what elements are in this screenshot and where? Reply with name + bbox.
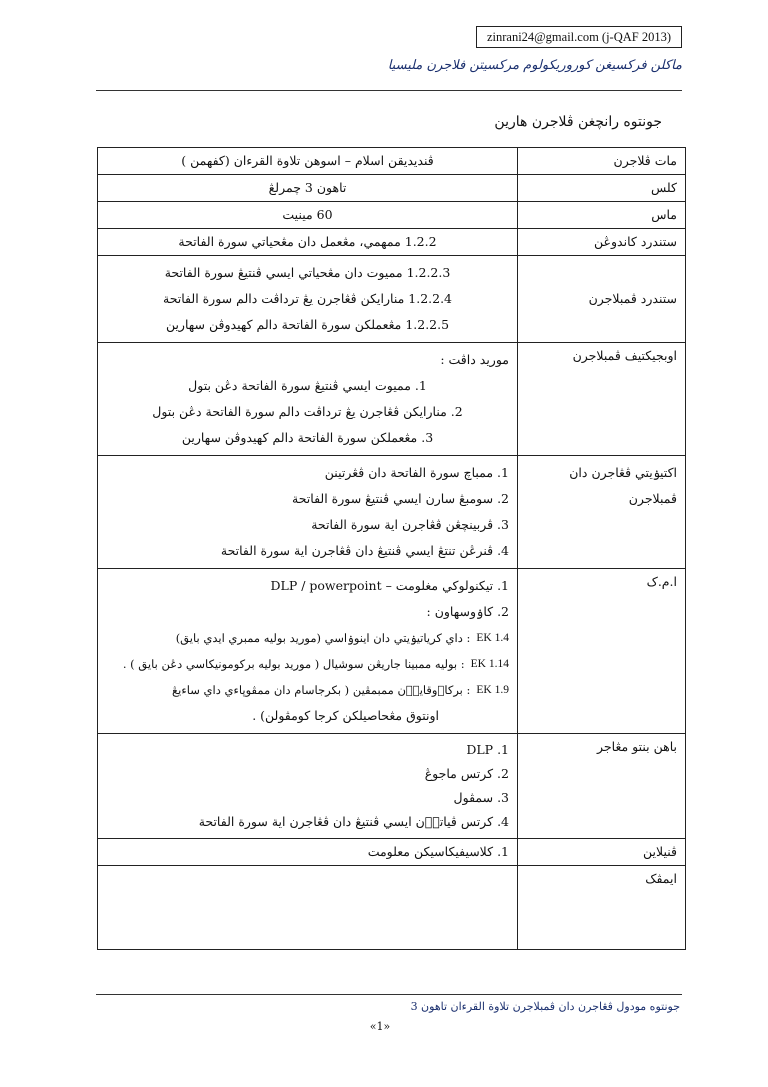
table-row	[98, 866, 686, 950]
value-line: 3. ڤربينچڠن ڤڠاجرن اية سورة الفاتحة	[311, 517, 509, 532]
value-line: 2. کرتس ماجوڠ	[424, 766, 509, 781]
value-line: 2. کاۏوسهاون :	[426, 604, 509, 619]
row-label: کلس	[518, 175, 686, 202]
ek-text: : بوليه ممبينا جاريڠن سوشيال ( موريد بوليه برکومونيکاسي دڠن بايق ) .	[122, 657, 465, 671]
page-number: «1»	[369, 1020, 391, 1033]
ek-text: : برکاۏوقايا٘ن ممبمڤين ( بکرجاسام دان ممڤوڽاءي داي ساءيڠ	[172, 683, 471, 697]
table-row	[98, 839, 686, 866]
ek-text: : داي کرياتيۏيتي دان اينوۏاسي (موريد بوليه ممبري ايدي بايق)	[175, 631, 471, 645]
value-line: 1.2.2.5 مڠعملکن سورة الفاتحة دالم کهيدوڤن سهارين	[165, 317, 450, 332]
value-line: 3. سمڤول	[453, 790, 509, 805]
row-label: باهن بنتو مڠاجر	[518, 734, 686, 839]
row-value	[98, 256, 518, 343]
row-label: مات ڤلاجرن	[518, 148, 686, 175]
value-line: 2. سومبڠ سارن ايسي ڤنتيڠ سورة الفاتحة	[292, 491, 509, 506]
table-row	[98, 148, 686, 175]
value-line: 1.2.2 ممهمي، مڠعمل دان مڠحياتي سورة الفاتحة	[178, 234, 437, 249]
value-line: 2. منارايکن ڤڠاجرن يڠ ترداڤت دالم سورة الفاتحة دڠن بتول	[152, 404, 463, 419]
table-row	[98, 343, 686, 456]
table-row	[98, 229, 686, 256]
value-line: اونتوق مڠحاصيلکن کرجا کومڤولن) .	[252, 708, 439, 723]
ministry-banner: ماکلن فرکسيغن کوروريکولوم مرکسيتن فلاجرن مليسيا	[387, 58, 682, 73]
value-line: 3. مڠعملکن سورة الفاتحة دالم کهيدوڤن سهارين	[181, 430, 434, 445]
row-label: ڤنيلاين	[518, 839, 686, 866]
email-header-box	[476, 26, 682, 48]
row-label: ستندرد ڤمبلاجرن	[518, 256, 686, 343]
footer-title: جونتوه مودول ڤڠاجرن دان ڤمبلاجرن تلاوة القرءان تاهون 3	[410, 1000, 680, 1013]
row-value	[98, 229, 518, 256]
table-row	[98, 456, 686, 569]
value-line: 1.2.2.3 مميوت دان مڠحياتي ايسي ڤنتيڠ سورة الفاتحة	[164, 265, 451, 280]
lesson-plan-table	[97, 147, 686, 950]
value-line: تاهون 3 چمرلڠ	[268, 180, 347, 195]
value-line: 1. ممباچ سورة الفاتحة دان ڤڠرتينن	[324, 465, 509, 480]
row-value	[98, 343, 518, 456]
row-label: ماس	[518, 202, 686, 229]
ek-code: EK 1.9	[476, 684, 509, 696]
row-value	[98, 175, 518, 202]
row-value	[98, 456, 518, 569]
ek-code: EK 1.4	[476, 632, 509, 644]
table-row	[98, 734, 686, 839]
ek-item	[106, 625, 509, 651]
ek-code: EK 1.14	[470, 658, 509, 670]
table-row	[98, 569, 686, 734]
value-line: 4. کرتس ڤياتا٘ن ايسي ڤنتيڠ دان ڤڠاجرن اية سورة الفاتحة	[198, 814, 509, 829]
row-label: ا.م.ک	[518, 569, 686, 734]
ek-item	[106, 651, 509, 677]
table-row	[98, 256, 686, 343]
row-label: اکتيۏيتي ڤڠاجرن دان ڤمبلاجرن	[518, 456, 686, 569]
row-value	[98, 202, 518, 229]
email-text: zinrani24@gmail.com (j-QAF 2013)	[486, 29, 672, 44]
row-label: اوبجيکتيف ڤمبلاجرن	[518, 343, 686, 456]
ek-item	[106, 677, 509, 703]
page-title: جونتوه رانچغن ڤلاجرن هارين	[494, 114, 662, 130]
table-row	[98, 202, 686, 229]
table-row	[98, 175, 686, 202]
value-line: DLP .1	[466, 742, 509, 757]
row-label: ستندرد کاندوڠن	[518, 229, 686, 256]
row-value	[98, 569, 518, 734]
footer-divider	[96, 994, 682, 995]
row-label: ايمڤک	[518, 866, 686, 950]
value-line: ڤنديديقن اسلام – اسوهن تلاوة القرءان (کفهمن )	[181, 153, 434, 168]
value-line: موريد داڤت :	[440, 352, 509, 367]
value-line: 60 مينيت	[282, 207, 333, 222]
row-value	[98, 148, 518, 175]
header-divider	[96, 90, 682, 91]
row-value	[98, 866, 518, 950]
value-line: 1. کلاسيفيکاسيکن معلومت	[367, 844, 509, 859]
row-value	[98, 839, 518, 866]
value-line: 4. ڤنرڠن تنتڠ ايسي ڤنتيڠ دان ڤڠاجرن اية سورة الفاتحة	[220, 543, 509, 558]
row-value	[98, 734, 518, 839]
value-line: 1.2.2.4 منارايکن ڤڠاجرن يڠ ترداڤت دالم سورة الفاتحة	[163, 291, 452, 306]
value-line: 1. تيکنولوکي مغلومت – DLP / powerpoint	[270, 578, 509, 593]
value-line: 1. مميوت ايسي ڤنتيڠ سورة الفاتحة دڠن بتول	[188, 378, 427, 393]
